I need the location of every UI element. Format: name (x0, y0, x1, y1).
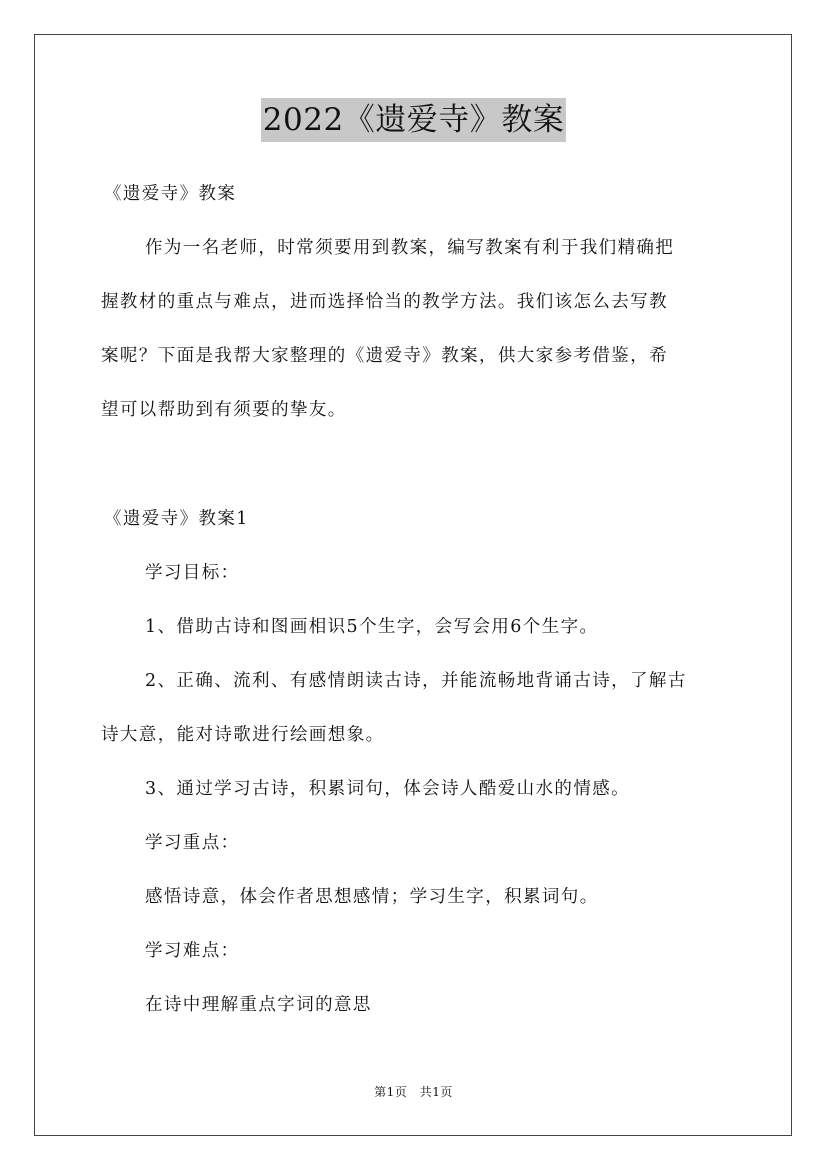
body-line: 2、正确、流利、有感情朗读古诗，并能流畅地背诵古诗，了解古 (145, 671, 687, 691)
body-line: 感悟诗意，体会作者思想感情；学习生字，积累词句。 (145, 887, 599, 907)
intro-line: 握教材的重点与难点，进而选择恰当的教学方法。我们该怎么去写教 (101, 292, 668, 312)
document-subtitle: 《遗爱寺》教案 (104, 184, 237, 204)
body-line: 诗大意，能对诗歌进行绘画想象。 (101, 725, 385, 745)
body-line: 学习目标： (145, 563, 240, 583)
intro-line: 案呢？下面是我帮大家整理的《遗爱寺》教案，供大家参考借鉴，希 (101, 346, 668, 366)
body-line: 学习难点： (145, 941, 240, 961)
page-footer: 第1页 共1页 (374, 1085, 453, 1099)
body-line: 3、通过学习古诗，积累词句，体会诗人酷爱山水的情感。 (145, 779, 631, 799)
body-line: 在诗中理解重点字词的意思 (145, 995, 372, 1015)
body-line: 1、借助古诗和图画相识5个生字，会写会用6个生字。 (145, 617, 599, 637)
body-line: 学习重点： (145, 833, 240, 853)
intro-line: 望可以帮助到有须要的挚友。 (101, 400, 347, 420)
intro-line: 作为一名老师，时常须要用到教案，编写教案有利于我们精确把 (145, 238, 675, 258)
document-title: 2022《遗爱寺》教案 (0, 98, 827, 142)
section-heading: 《遗爱寺》教案1 (104, 509, 249, 529)
